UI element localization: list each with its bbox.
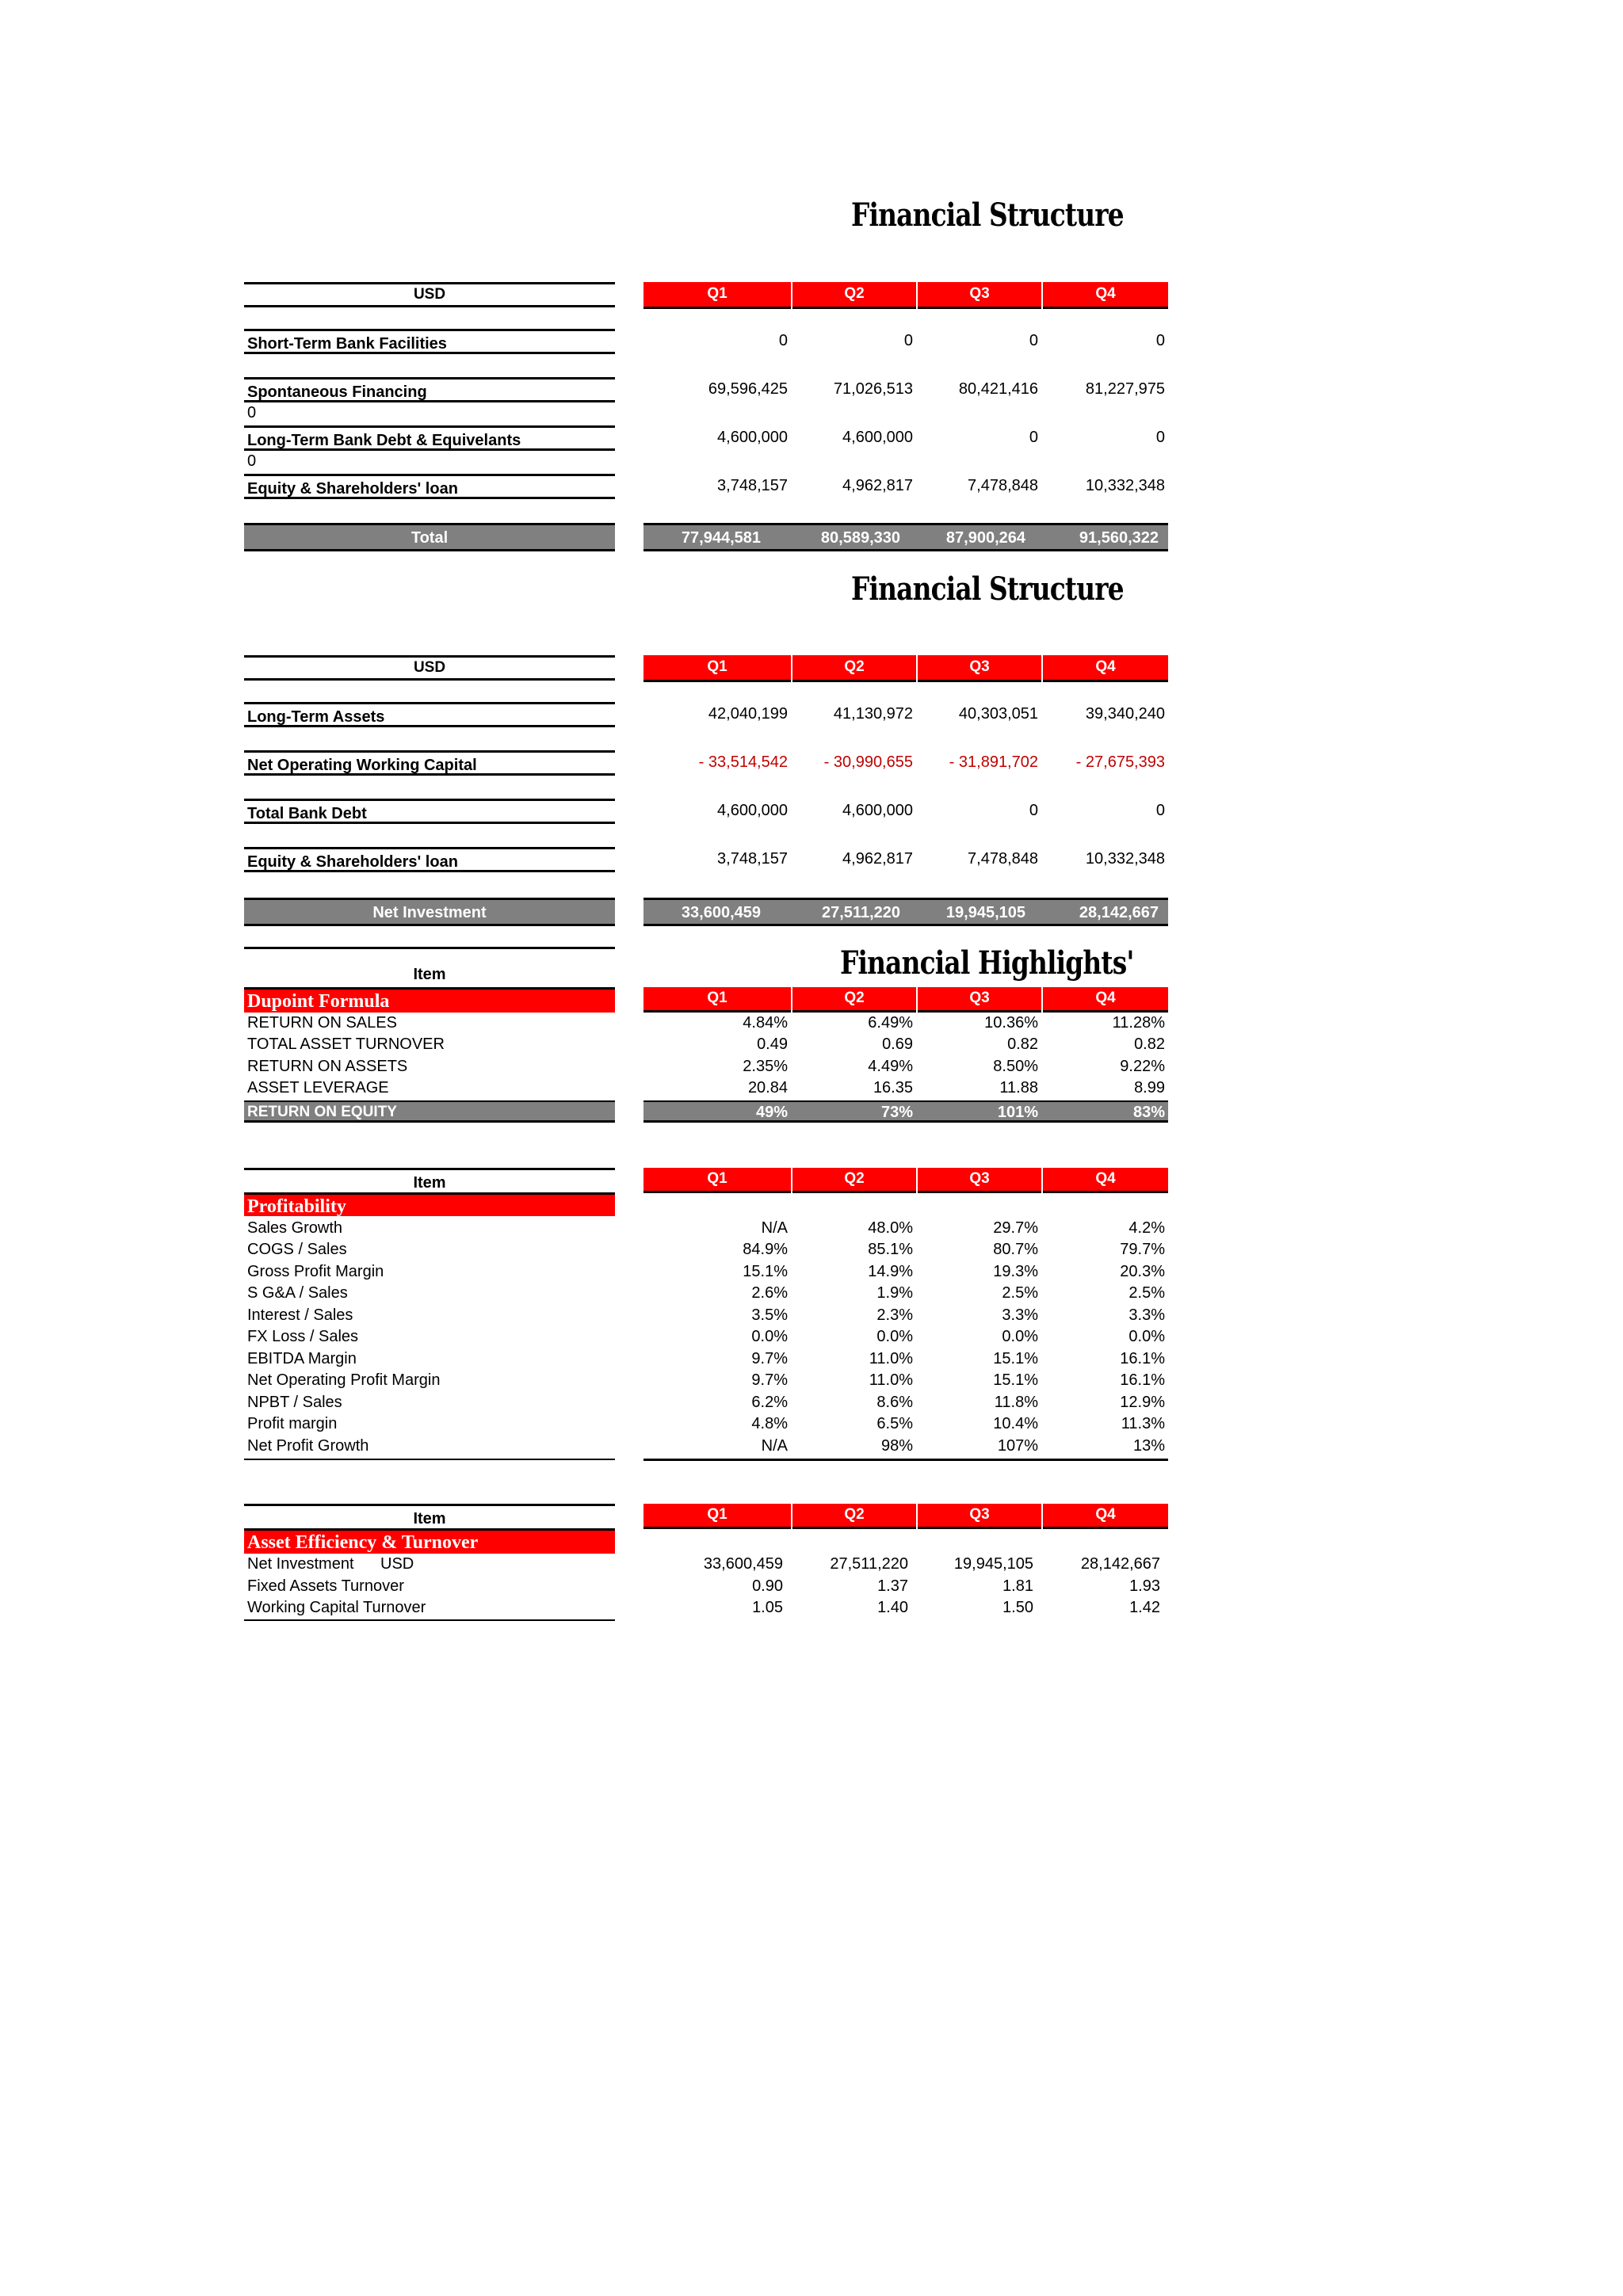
highlights-row-value: 4.49% [868, 1058, 913, 1075]
structure1-row-value: 0 [903, 332, 913, 349]
efficiency-row-value: 27,511,220 [830, 1555, 908, 1573]
structure2-unit-header [244, 655, 615, 681]
efficiency-row-value: 1.05 [752, 1599, 783, 1616]
profitability-row-label: EBITDA Margin [247, 1350, 357, 1367]
profitability-row-value: 11.3% [1121, 1415, 1165, 1432]
structure2-title: Financial Structure [851, 570, 1124, 608]
structure1-row-value: 10,332,348 [1085, 477, 1165, 494]
profitability-row-value: 19.3% [993, 1263, 1038, 1280]
structure2-q1-header: Q1 [643, 655, 791, 682]
profitability-row-label: Sales Growth [247, 1219, 343, 1237]
efficiency-row-value: 33,600,459 [703, 1555, 783, 1573]
highlights-total-label: RETURN ON EQUITY [247, 1104, 397, 1120]
efficiency-row-label: Net Investment [247, 1555, 354, 1573]
profitability-row-value: 79.7% [1120, 1241, 1165, 1258]
profitability-row-value: 0.0% [751, 1328, 788, 1345]
profitability-row-value: 98% [880, 1437, 913, 1455]
highlights-row-value: 8.99 [1134, 1079, 1165, 1097]
structure2-total-value: 28,142,667 [1079, 904, 1159, 921]
structure1-row-value: 4,600,000 [717, 429, 788, 446]
profitability-row-value: 14.9% [868, 1263, 913, 1280]
highlights-row-value: 0.69 [882, 1035, 913, 1053]
structure1-row-value: 81,227,975 [1085, 380, 1165, 398]
profitability-row-value: 0.0% [876, 1328, 913, 1345]
highlights-item-header [244, 947, 615, 989]
highlights-total-value: 101% [997, 1104, 1038, 1121]
structure1-unit-header [244, 282, 615, 307]
highlights-row-value: 0.49 [757, 1035, 788, 1053]
profitability-row-value: 9.7% [751, 1350, 788, 1367]
profitability-row-value: 6.5% [876, 1415, 913, 1432]
profitability-row-value: 0.0% [1128, 1328, 1165, 1345]
structure2-row-value: 42,040,199 [708, 705, 788, 723]
structure2-total-values [643, 898, 1168, 926]
efficiency-q2-header: Q2 [792, 1504, 916, 1529]
profitability-row-value: 13% [1132, 1437, 1165, 1455]
structure1-total-value: 91,560,322 [1079, 529, 1159, 547]
profitability-q1-header: Q1 [643, 1168, 791, 1193]
highlights-item-label: Item [413, 966, 446, 983]
structure2-row-label: Equity & Shareholders' loan [244, 847, 615, 872]
profitability-row-label: Profit margin [247, 1415, 338, 1432]
highlights-row-label: RETURN ON ASSETS [247, 1058, 408, 1075]
profitability-q3-header: Q3 [918, 1168, 1041, 1193]
profitability-row-value: 85.1% [868, 1241, 913, 1258]
efficiency-item-label: Item [413, 1510, 446, 1527]
structure2-row-value: 4,962,817 [842, 850, 913, 868]
profitability-item-label: Item [413, 1174, 446, 1192]
highlights-total-value: 73% [880, 1104, 913, 1121]
structure2-row-value: 41,130,972 [833, 705, 913, 723]
highlights-row-value: 0.82 [1134, 1035, 1165, 1053]
structure1-title: Financial Structure [851, 196, 1124, 234]
profitability-section-label: Profitability [244, 1192, 615, 1216]
efficiency-row-value: 1.81 [1002, 1577, 1033, 1595]
structure2-q4-header: Q4 [1043, 655, 1168, 682]
structure1-unit: USD [413, 286, 446, 303]
structure2-row-label: Total Bank Debt [244, 799, 615, 824]
efficiency-row-value: 1.50 [1002, 1599, 1033, 1616]
profitability-row-value: 29.7% [993, 1219, 1038, 1237]
highlights-row-value: 2.35% [743, 1058, 788, 1075]
structure1-row-value: 3,748,157 [717, 477, 788, 494]
profitability-row-value: 9.7% [751, 1371, 788, 1389]
highlights-q1-header: Q1 [643, 987, 791, 1013]
efficiency-row-value: 28,142,667 [1080, 1555, 1160, 1573]
efficiency-row-value: 19,945,105 [953, 1555, 1033, 1573]
structure2-row-value: 0 [1155, 802, 1165, 819]
profitability-row-label: S G&A / Sales [247, 1284, 348, 1302]
structure2-row-value: - 31,891,702 [949, 753, 1038, 771]
profitability-row-value: 11.0% [869, 1371, 913, 1389]
efficiency-row-value: 1.37 [877, 1577, 908, 1595]
structure1-row-value: 80,421,416 [958, 380, 1038, 398]
efficiency-row-value: 0.90 [752, 1577, 783, 1595]
structure2-row-value: - 33,514,542 [698, 753, 788, 771]
profitability-row-value: 15.1% [743, 1263, 788, 1280]
highlights-title: Financial Highlights' [840, 944, 1134, 982]
profitability-q2-header: Q2 [792, 1168, 916, 1193]
structure1-total-value: 87,900,264 [945, 529, 1025, 547]
profitability-row-value: 0.0% [1002, 1328, 1038, 1345]
structure2-unit: USD [413, 659, 446, 676]
structure2-row-value: 40,303,051 [958, 705, 1038, 723]
profitability-row-value: 16.1% [1120, 1350, 1165, 1367]
highlights-total-label-cell [244, 1100, 615, 1123]
structure1-row-value: 71,026,513 [833, 380, 913, 398]
structure1-row-value: 0 [1029, 429, 1038, 446]
efficiency-bottom-rule [244, 1619, 615, 1621]
efficiency-q3-header: Q3 [918, 1504, 1041, 1529]
profitability-row-value: N/A [761, 1437, 788, 1455]
profitability-q4-header: Q4 [1043, 1168, 1168, 1193]
structure1-row-value: 0 [778, 332, 788, 349]
structure2-row-value: 0 [1029, 802, 1038, 819]
highlights-q4-header: Q4 [1043, 987, 1168, 1013]
highlights-row-label: RETURN ON SALES [247, 1014, 397, 1032]
highlights-row-value: 9.22% [1120, 1058, 1165, 1075]
profitability-row-label: Gross Profit Margin [247, 1263, 384, 1280]
structure1-total-values [643, 523, 1168, 551]
profitability-row-value: 6.2% [751, 1394, 788, 1411]
structure2-row-value: 4,600,000 [842, 802, 913, 819]
structure2-row-value: 7,478,848 [968, 850, 1038, 868]
structure1-q4-header: Q4 [1043, 282, 1168, 309]
structure1-row-label: Long-Term Bank Debt & Equivelants [244, 425, 615, 451]
highlights-row-value: 10.36% [984, 1014, 1038, 1032]
structure2-total-label-cell [244, 898, 615, 926]
highlights-q3-header: Q3 [918, 987, 1041, 1013]
efficiency-row-unit: USD [380, 1555, 414, 1573]
structure1-row-value: 7,478,848 [968, 477, 1038, 494]
structure2-row-value: 10,332,348 [1085, 850, 1165, 868]
profitability-row-value: 20.3% [1120, 1263, 1165, 1280]
highlights-total-value: 49% [755, 1104, 788, 1121]
highlights-row-value: 16.35 [873, 1079, 913, 1097]
structure1-q1-header: Q1 [643, 282, 791, 309]
efficiency-item-header [244, 1504, 615, 1530]
structure2-total-value: 19,945,105 [945, 904, 1025, 921]
structure2-row-value: - 27,675,393 [1075, 753, 1165, 771]
structure1-row-label: Spontaneous Financing [244, 377, 615, 402]
profitability-row-value: 3.3% [1002, 1306, 1038, 1324]
profitability-row-value: 84.9% [743, 1241, 788, 1258]
profitability-row-value: 15.1% [993, 1371, 1038, 1389]
highlights-total-value: 83% [1132, 1104, 1165, 1121]
highlights-row-label: TOTAL ASSET TURNOVER [247, 1035, 445, 1053]
efficiency-section-label: Asset Efficiency & Turnover [244, 1528, 615, 1554]
efficiency-q1-header: Q1 [643, 1504, 791, 1529]
structure1-total-label: Total [411, 529, 449, 547]
structure1-q2-header: Q2 [792, 282, 916, 309]
structure1-row-value: 0 [1155, 429, 1165, 446]
highlights-row-value: 0.82 [1007, 1035, 1038, 1053]
structure2-total-value: 27,511,220 [822, 904, 900, 921]
efficiency-q4-header: Q4 [1043, 1504, 1168, 1529]
structure2-row-label: Net Operating Working Capital [244, 750, 615, 776]
structure2-row-value: - 30,990,655 [823, 753, 913, 771]
profitability-row-label: NPBT / Sales [247, 1394, 342, 1411]
structure1-total-value: 77,944,581 [681, 529, 761, 547]
efficiency-row-value: 1.93 [1129, 1577, 1160, 1595]
profitability-row-value: 8.6% [876, 1394, 913, 1411]
efficiency-row-label: Working Capital Turnover [247, 1599, 426, 1616]
highlights-total-values [643, 1100, 1168, 1123]
structure2-total-value: 33,600,459 [681, 904, 761, 921]
profitability-row-value: 11.0% [869, 1350, 913, 1367]
highlights-row-value: 20.84 [747, 1079, 788, 1097]
profitability-row-value: 12.9% [1120, 1394, 1165, 1411]
structure2-q2-header: Q2 [792, 655, 916, 682]
structure2-row-value: 4,600,000 [717, 802, 788, 819]
structure2-total-label: Net Investment [372, 904, 487, 921]
profitability-row-value: N/A [761, 1219, 788, 1237]
profitability-row-value: 4.8% [751, 1415, 788, 1432]
structure1-row-value: 0 [1155, 332, 1165, 349]
profitability-row-value: 1.9% [876, 1284, 913, 1302]
highlights-row-value: 11.28% [1112, 1014, 1165, 1032]
profitability-row-value: 4.2% [1128, 1219, 1165, 1237]
profitability-row-value: 16.1% [1120, 1371, 1165, 1389]
profitability-bottom-rule-right [643, 1459, 1168, 1461]
structure2-row-label: Long-Term Assets [244, 702, 615, 727]
structure1-row-value: 69,596,425 [708, 380, 788, 398]
structure1-row-value: 4,962,817 [842, 477, 913, 494]
profitability-bottom-rule-left [244, 1459, 615, 1460]
profitability-row-value: 15.1% [993, 1350, 1038, 1367]
profitability-row-value: 11.8% [994, 1394, 1038, 1411]
profitability-row-value: 2.5% [1002, 1284, 1038, 1302]
structure1-row-label: Short-Term Bank Facilities [244, 329, 615, 354]
highlights-row-value: 11.88 [999, 1079, 1038, 1097]
profitability-row-value: 10.4% [993, 1415, 1038, 1432]
structure1-row-value: 0 [1029, 332, 1038, 349]
efficiency-row-label: Fixed Assets Turnover [247, 1577, 404, 1595]
highlights-row-value: 6.49% [868, 1014, 913, 1032]
structure1-total-value: 80,589,330 [820, 529, 900, 547]
highlights-row-label: ASSET LEVERAGE [247, 1079, 389, 1097]
profitability-row-value: 2.6% [751, 1284, 788, 1302]
structure2-q3-header: Q3 [918, 655, 1041, 682]
profitability-row-value: 48.0% [868, 1219, 913, 1237]
structure1-zero-note: 0 [247, 452, 257, 470]
structure1-zero-note: 0 [247, 404, 257, 421]
profitability-row-value: 2.5% [1128, 1284, 1165, 1302]
highlights-section-label: Dupoint Formula [244, 987, 615, 1013]
structure2-row-value: 39,340,240 [1085, 705, 1165, 723]
highlights-row-value: 4.84% [743, 1014, 788, 1032]
structure1-q3-header: Q3 [918, 282, 1041, 309]
highlights-row-value: 8.50% [993, 1058, 1038, 1075]
efficiency-row-value: 1.42 [1129, 1599, 1160, 1616]
structure1-row-value: 4,600,000 [842, 429, 913, 446]
profitability-row-label: Net Profit Growth [247, 1437, 369, 1455]
profitability-row-label: COGS / Sales [247, 1241, 347, 1258]
profitability-row-label: FX Loss / Sales [247, 1328, 359, 1345]
profitability-row-label: Interest / Sales [247, 1306, 353, 1324]
structure2-row-value: 3,748,157 [717, 850, 788, 868]
profitability-row-value: 2.3% [876, 1306, 913, 1324]
profitability-row-label: Net Operating Profit Margin [247, 1371, 441, 1389]
highlights-q2-header: Q2 [792, 987, 916, 1013]
profitability-row-value: 107% [997, 1437, 1038, 1455]
profitability-row-value: 3.5% [751, 1306, 788, 1324]
profitability-item-header [244, 1168, 615, 1194]
profitability-row-value: 80.7% [993, 1241, 1038, 1258]
profitability-row-value: 3.3% [1128, 1306, 1165, 1324]
efficiency-row-value: 1.40 [877, 1599, 908, 1616]
structure1-total-label-cell [244, 523, 615, 551]
structure1-row-label: Equity & Shareholders' loan [244, 474, 615, 499]
